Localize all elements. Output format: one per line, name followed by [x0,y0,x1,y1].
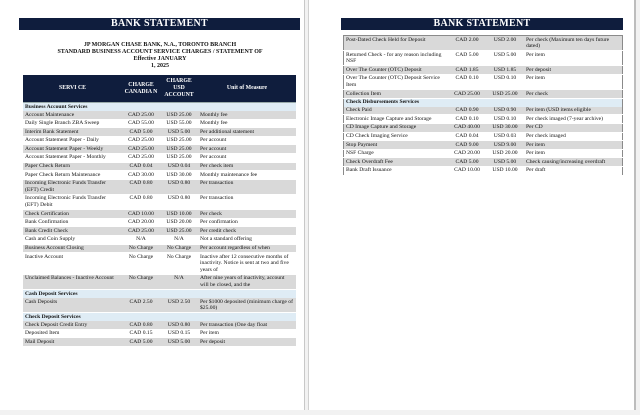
charge-cad: CAD 40.00 [448,123,486,132]
table-row [23,111,296,119]
header-cad: CHARGE CANADIA N [122,75,160,103]
charge-usd: USD 20.00 [160,218,198,227]
charge-cad: CAD 25.00 [122,145,160,154]
table-row [23,218,296,227]
charge-usd: USD 9.00 [486,141,524,150]
unit-of-measure: Per account [198,136,296,145]
unit-of-measure: Per item [524,74,623,89]
unit-of-measure: Per account [198,145,296,154]
service-name: Bank Confirmation [23,218,122,227]
table-row [344,115,623,124]
service-name: Unclaimed Balances - Inactive Account [23,274,122,289]
unit-of-measure: Per item [524,149,623,158]
charge-cad: CAD 2.00 [448,36,486,51]
charge-cad: No Charge [122,274,160,289]
charge-cad: CAD 0.80 [122,179,160,194]
service-name: Returned Check - for any reason including NSF [344,51,449,66]
unit-of-measure: Per transaction [198,179,296,194]
page-banner: BANK STATEMENT [19,18,300,30]
unit-of-measure: Per item (USD items eligible [524,107,623,115]
charge-cad: CAD 25.00 [122,136,160,145]
table-row [23,227,296,236]
service-name: Check Paid [344,107,449,115]
charge-cad: CAD 25.00 [448,90,486,99]
charge-cad: CAD 5.00 [448,51,486,66]
charge-usd: USD 2.00 [486,36,524,51]
service-name: Electronic Image Capture and Storage [344,115,449,124]
charge-usd: USD 25.00 [160,145,198,154]
table-row [23,235,296,244]
service-name: Check Overdraft Fee [344,158,449,167]
section-header [23,290,296,299]
charge-usd: USD 0.10 [486,115,524,124]
table-row [344,166,623,175]
charge-usd: USD 25.00 [160,136,198,145]
service-name: Account Statement Paper - Daily [23,136,122,145]
service-name: Check Certification [23,210,122,219]
unit-of-measure: Not a standard offering [198,235,296,244]
table-row [344,141,623,150]
section-title: Business Account Services [23,103,296,112]
charge-usd: USD 20.00 [486,149,524,158]
section-header [23,313,296,322]
table-row [23,321,296,329]
table-row [23,153,296,162]
unit-of-measure: Per check imaged [524,132,623,141]
unit-of-measure: Per item [198,329,296,338]
unit-of-measure: Per check imaged (7-year archive) [524,115,623,124]
charge-cad: CAD 30.00 [122,171,160,180]
table-row [344,74,623,89]
service-name: Incoming Electronic Funds Transfer (EFT) Credit [23,179,122,194]
charge-usd: USD 30.00 [486,123,524,132]
service-name: Over The Counter (OTC) Deposit [344,66,449,75]
page-banner: BANK STATEMENT [341,18,623,30]
service-name: CD Check Imaging Service [344,132,449,141]
service-name: Cash and Coin Supply [23,235,122,244]
unit-of-measure: Per credit check [198,227,296,236]
charge-cad: CAD 0.04 [122,162,160,171]
service-name: Account Statement Paper - Monthly [23,153,122,162]
charge-usd: No Charge [160,253,198,275]
unit-of-measure: Per transaction [198,194,296,209]
unit-of-measure: Monthly fee [198,111,296,119]
section-title: Cash Deposit Services [23,290,296,299]
charge-usd: USD 5.00 [160,128,198,137]
table-row [23,194,296,209]
service-name: Bank Draft Issuance [344,166,449,175]
effective-date-line1: Effective JANUARY [133,56,187,62]
table-row [23,179,296,194]
table-row [23,119,296,128]
unit-of-measure: Per deposit [198,338,296,347]
section-header [344,98,623,107]
section-title: Check Disbursements Services [344,98,623,107]
unit-of-measure: Check causing/increasing overdraft [524,158,623,167]
service-name: Deposited Item [23,329,122,338]
unit-of-measure: Per account regardless of when [198,244,296,253]
table-row [23,136,296,145]
charge-usd: USD 0.10 [486,74,524,89]
unit-of-measure: After nine years of inactivity, account will be closed, and the [198,274,296,289]
charge-cad: CAD 5.00 [122,128,160,137]
unit-of-measure: Inactive after 12 consecutive months of inactivity. Notice is sent at two and five years of [198,253,296,275]
charge-usd: USD 25.00 [486,90,524,99]
document-page-2 [308,0,636,410]
header-service: SERVI CE [23,75,122,103]
service-name: Daily Single Branch ZBA Sweep [23,119,122,128]
service-name: Cash Deposits [23,298,122,313]
charge-cad: CAD 2.50 [122,298,160,313]
service-name: Collection Item [344,90,449,99]
charge-cad: CAD 25.00 [122,227,160,236]
table-header-row [23,75,296,103]
charge-usd: USD 5.00 [486,158,524,167]
charge-usd: USD 25.00 [160,111,198,119]
unit-of-measure: Per additional statement [198,128,296,137]
charge-cad: CAD 9.00 [448,141,486,150]
table-row [23,162,296,171]
table-row [23,244,296,253]
unit-of-measure: Per check [524,90,623,99]
unit-of-measure: Per CD [524,123,623,132]
table-row [23,338,296,347]
service-name: Interim Bank Statement [23,128,122,137]
table-row [23,274,296,289]
service-name: Business Account Closing [23,244,122,253]
charge-usd: USD 5.00 [486,51,524,66]
charge-cad: N/A [122,235,160,244]
unit-of-measure: Per item [524,51,623,66]
unit-of-measure: Per deposit [524,66,623,75]
charge-cad: CAD 10.00 [448,166,486,175]
service-charges-table-continued [343,35,623,176]
charge-cad: CAD 5.00 [122,338,160,347]
charge-usd: USD 0.80 [160,194,198,209]
charge-usd: USD 10.00 [160,210,198,219]
unit-of-measure: Per check item [198,162,296,171]
table-row [344,51,623,66]
charge-cad: CAD 1.85 [448,66,486,75]
table-row [344,90,623,99]
service-name: Check Deposit Credit Entry [23,321,122,329]
charge-usd: USD 0.04 [160,162,198,171]
service-name: Over The Counter (OTC) Deposit Service Item [344,74,449,89]
table-row [344,123,623,132]
charge-usd: USD 0.03 [486,132,524,141]
charge-usd: No Charge [160,244,198,253]
service-name: Mail Deposit [23,338,122,347]
charge-usd: USD 0.15 [160,329,198,338]
table-row [23,171,296,180]
charge-cad: CAD 0.10 [448,115,486,124]
unit-of-measure: Monthly maintenance fee [198,171,296,180]
service-charges-table [23,75,296,347]
service-name: Post-Dated Check Held for Deposit [344,36,449,51]
charge-cad: CAD 0.15 [122,329,160,338]
table-row [23,128,296,137]
charge-cad: CAD 20.00 [448,149,486,158]
table-row [344,107,623,115]
unit-of-measure: Per confirmation [198,218,296,227]
service-name: NSF Charge [344,149,449,158]
charge-cad: CAD 0.10 [448,74,486,89]
charge-usd: N/A [160,235,198,244]
table-row [23,329,296,338]
service-name: Bank Credit Check [23,227,122,236]
charge-usd: USD 55.00 [160,119,198,128]
charge-usd: USD 0.90 [486,107,524,115]
table-row [344,36,623,51]
charge-usd: USD 2.50 [160,298,198,313]
charge-usd: USD 25.00 [160,227,198,236]
charge-cad: CAD 10.00 [122,210,160,219]
unit-of-measure: Per account [198,153,296,162]
service-name: Account Maintenance [23,111,122,119]
unit-of-measure: Per $1000 deposited (minimum charge of $25.00) [198,298,296,313]
section-title: Check Deposit Services [23,313,296,322]
charge-usd: USD 25.00 [160,153,198,162]
table-row [344,132,623,141]
service-name: Account Statement Paper - Weekly [23,145,122,154]
table-row [23,298,296,313]
charge-cad: CAD 0.80 [122,194,160,209]
charge-usd: N/A [160,274,198,289]
service-name: Inactive Account [23,253,122,275]
charge-usd: USD 0.80 [160,179,198,194]
charge-usd: USD 5.00 [160,338,198,347]
charge-cad: CAD 5.00 [448,158,486,167]
table-row [23,145,296,154]
unit-of-measure: Monthly fee [198,119,296,128]
charge-cad: CAD 0.80 [122,321,160,329]
charge-cad: CAD 25.00 [122,153,160,162]
charge-cad: No Charge [122,244,160,253]
document-title: STANDARD BUSINESS ACCOUNT SERVICE CHARGES / STATEMENT OF [57,49,263,55]
table-row [23,210,296,219]
charge-cad: CAD 25.00 [122,111,160,119]
table-row [344,66,623,75]
charge-cad: CAD 55.00 [122,119,160,128]
charge-usd: USD 10.00 [486,166,524,175]
charge-cad: CAD 0.04 [448,132,486,141]
header-usd: CHARGE USD ACCOUNT [160,75,198,103]
unit-of-measure: Per draft [524,166,623,175]
effective-date-line2: 1, 2025 [151,63,169,69]
header-unit: Unit of Measure [198,75,296,103]
charge-usd: USD 1.85 [486,66,524,75]
service-name: Incoming Electronic Funds Transfer (EFT) Debit [23,194,122,209]
unit-of-measure: Per check [198,210,296,219]
table-row [344,149,623,158]
table-row [344,158,623,167]
bank-name: JP MORGAN CHASE BANK, N.A., TORONTO BRANCH [83,42,237,48]
charge-cad: No Charge [122,253,160,275]
section-header [23,103,296,112]
charge-cad: CAD 20.00 [122,218,160,227]
charge-usd: USD 30.00 [160,171,198,180]
table-row [23,253,296,275]
charge-cad: CAD 0.90 [448,107,486,115]
charge-usd: USD 0.80 [160,321,198,329]
service-name: Paper Check Return [23,162,122,171]
service-name: CD Image Capture and Storage [344,123,449,132]
unit-of-measure: Per check (Maximum ten days future dated) [524,36,623,51]
document-page-1 [0,0,305,410]
unit-of-measure: Per transaction (One day float [198,321,296,329]
service-name: Stop Payment [344,141,449,150]
unit-of-measure: Per item [524,141,623,150]
service-name: Paper Check Return Maintenance [23,171,122,180]
